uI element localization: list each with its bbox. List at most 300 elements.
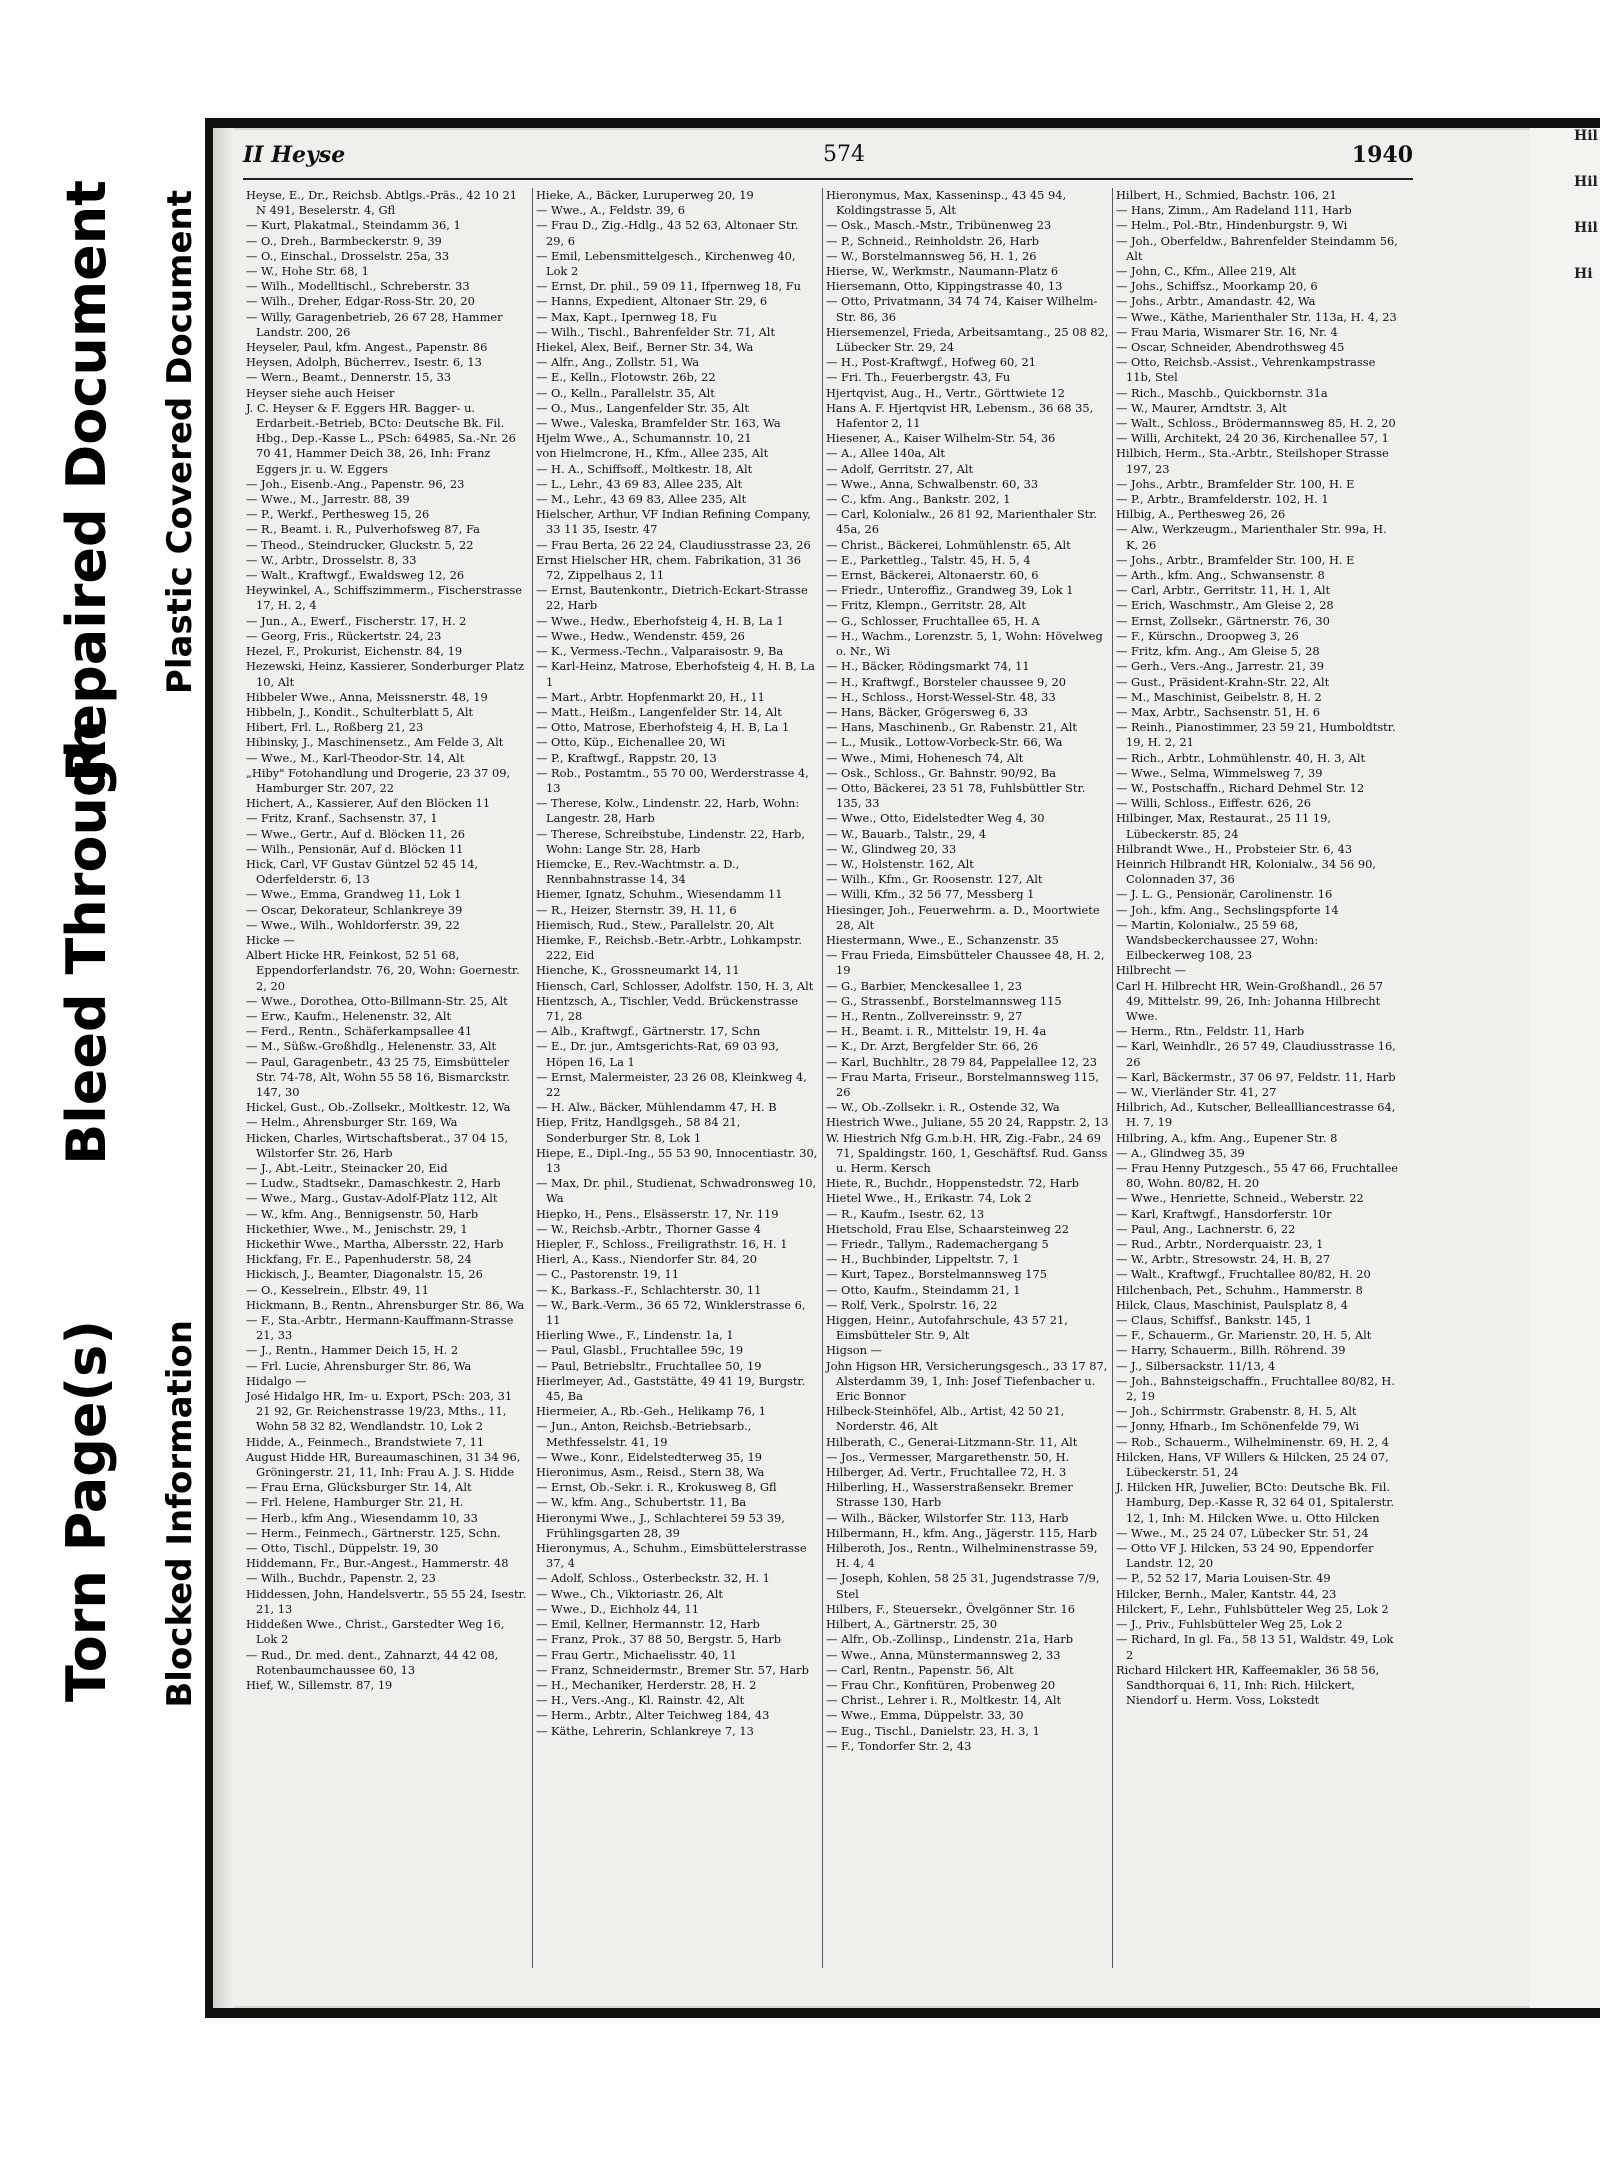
- directory-entry: — Joh., Oberfeldw., Bahrenfelder Steindamm 56, Alt: [1116, 233, 1398, 263]
- directory-entry: — Christ., Lehrer i. R., Moltkestr. 14, Alt: [826, 1693, 1062, 1708]
- directory-entry: — W., Arbtr., Stresowstr. 24, H. B, 27: [1116, 1252, 1331, 1267]
- column-2: [533, 188, 823, 1968]
- directory-entry: — John, C., Kfm., Allee 219, Alt: [1116, 264, 1296, 279]
- directory-entry: — Paul, Garagenbetr., 43 25 75, Eimsbütteler Str. 74-78, Alt, Wohn 55 58 16, Bismarckstr. 147, 30: [246, 1054, 511, 1099]
- directory-entry: Heinrich Hilbrandt HR, Kolonialw., 34 56 90, Colonnaden 37, 36: [1116, 856, 1376, 887]
- directory-entry: Heywinkel, A., Schiffszimmerm., Fischerstrasse 17, H. 2, 4: [246, 583, 523, 613]
- directory-entry: Hieke, A., Bäcker, Luruperweg 20, 19: [536, 188, 754, 202]
- directory-entry: — R., Kaufm., Isestr. 62, 13: [826, 1206, 985, 1221]
- directory-entry: — H., Wachm., Lorenzstr. 5, 1, Wohn: Hövelweg o. Nr., Wi: [826, 628, 1103, 659]
- directory-entry: Hiete, R., Buchdr., Hoppenstedstr. 72, Harb: [826, 1176, 1080, 1191]
- directory-entry: — W., Hohe Str. 68, 1: [246, 264, 369, 279]
- directory-entry: Hjelm Wwe., A., Schumannstr. 10, 21: [536, 431, 752, 446]
- directory-entry: — Rud., Dr. med. dent., Zahnarzt, 44 42 08, Rotenbaumchaussee 60, 13: [246, 1647, 499, 1677]
- directory-entry: Hickethir Wwe., Martha, Albersstr. 22, Harb: [246, 1237, 504, 1252]
- directory-entry: — Matt., Heißm., Langenfelder Str. 14, Alt: [536, 704, 782, 719]
- directory-entry: — Wwe., Emma, Düppelstr. 33, 30: [826, 1708, 1024, 1723]
- directory-entry: — J., Abt.-Leitr., Steinacker 20, Eid: [246, 1161, 448, 1175]
- directory-entry: — Jos., Vermesser, Margarethenstr. 50, H.: [826, 1449, 1070, 1464]
- directory-entry: — Paul, Betriebsltr., Fruchtallee 50, 19: [536, 1358, 762, 1373]
- directory-entry: — Theod., Steindrucker, Gluckstr. 5, 22: [246, 537, 474, 552]
- directory-entry: Hiemke, F., Reichsb.-Betr.-Arbtr., Lohkampstr. 222, Eid: [536, 932, 803, 963]
- directory-entry: Higson —: [826, 1343, 882, 1358]
- directory-entry: August Hidde HR, Bureaumaschinen, 31 34 96, Gröningerstr. 21, 11, Inh: Frau A. J. S. Hidde: [246, 1449, 521, 1480]
- directory-entry: — Wwe., D., Eichholz 44, 11: [536, 1601, 700, 1616]
- directory-entry: — P., Werkf., Perthesweg 15, 26: [246, 507, 430, 522]
- directory-entry: Hiersemann, Otto, Kippingstrasse 40, 13: [826, 279, 1063, 294]
- adjacent-page-fragment: Hil: [1574, 220, 1598, 236]
- directory-entry: — Otto, Bäckerei, 23 51 78, Fuhlsbüttler Str. 135, 33: [826, 780, 1086, 811]
- directory-entry: — J., Silbersackstr. 11/13, 4: [1116, 1358, 1276, 1373]
- directory-entry: — Wwe., Anna, Münstermannsweg 2, 33: [826, 1647, 1061, 1662]
- column-1: [243, 188, 533, 1968]
- directory-entry: Hickel, Gust., Ob.-Zollsekr., Moltkestr. 12, Wa: [246, 1100, 511, 1115]
- directory-entry: Hilbinger, Max, Restaurat., 25 11 19, Lübeckerstr. 85, 24: [1116, 811, 1331, 841]
- directory-entry: Hilchenbach, Pet., Schuhm., Hammerstr. 8: [1116, 1282, 1363, 1297]
- adjacent-page-fragment: Hil: [1574, 174, 1598, 190]
- header-rule: [243, 178, 1413, 180]
- directory-entry: — W., Ob.-Zollsekr. i. R., Ostende 32, Wa: [826, 1100, 1060, 1115]
- directory-entry: — A., Glindweg 35, 39: [1116, 1145, 1245, 1160]
- directory-entry: — Rob., Postamtm., 55 70 00, Werderstrasse 4, 13: [536, 765, 809, 795]
- directory-entry: Hiddessen, John, Handelsvertr., 55 55 24, Isestr. 21, 13: [246, 1586, 527, 1616]
- directory-entry: Albert Hicke HR, Feinkost, 52 51 68, Eppendorferlandstr. 76, 20, Wohn: Goernestr. 2, 20: [246, 948, 520, 993]
- directory-entry: — Max, Arbtr., Sachsenstr. 51, H. 6: [1116, 704, 1320, 719]
- directory-entry: — Friedr., Tallym., Rademachergang 5: [826, 1237, 1049, 1252]
- adjacent-page-strip: [1530, 128, 1600, 2008]
- directory-entry: Hierling Wwe., F., Lindenstr. 1a, 1: [536, 1328, 734, 1343]
- directory-entry: — G., Barbier, Menckesallee 1, 23: [826, 978, 1023, 993]
- directory-entry: Heysen, Adolph, Bücherrev., Isestr. 6, 13: [246, 355, 482, 370]
- directory-entry: Hickethier, Wwe., M., Jenischstr. 29, 1: [246, 1221, 468, 1236]
- directory-entry: — Wern., Beamt., Dennerstr. 15, 33: [246, 370, 452, 385]
- directory-entry: Hilbrandt Wwe., H., Probsteier Str. 6, 43: [1116, 841, 1353, 856]
- directory-entry: — Friedr., Unteroffiz., Grandweg 39, Lok 1: [826, 583, 1074, 598]
- directory-entry: John Higson HR, Versicherungsgesch., 33 17 87, Alsterdamm 39, 1, Inh: Josef Tiefenbacher u. Eric Bonnor: [826, 1358, 1108, 1404]
- directory-columns: [243, 188, 1413, 1968]
- directory-entry: — Otto, Matrose, Eberhofsteig 4, H. B, La 1: [536, 720, 790, 735]
- directory-entry: — Wwe., Ch., Viktoriastr. 26, Alt: [536, 1586, 723, 1601]
- directory-entry: — Wwe., A., Feldstr. 39, 6: [536, 203, 685, 218]
- directory-entry: — F., Tondorfer Str. 2, 43: [826, 1738, 972, 1753]
- directory-entry: — Joh., Bahnsteigschaffn., Fruchtallee 80/82, H. 2, 19: [1116, 1373, 1395, 1404]
- directory-entry: Hibbeler Wwe., Anna, Meissnerstr. 48, 19: [246, 689, 488, 704]
- directory-entry: Hilbert, A., Gärtnerstr. 25, 30: [826, 1617, 998, 1632]
- directory-entry: — Jun., Anton, Reichsb.-Betriebsarb., Methfesselstr. 41, 19: [536, 1419, 752, 1449]
- directory-entry: Ernst Hielscher HR, chem. Fabrikation, 31 36 72, Zippelhaus 2, 11: [536, 552, 801, 583]
- directory-entry: Hilberling, H., Wasserstraßensekr. Bremer Strasse 130, Harb: [826, 1480, 1073, 1510]
- directory-entry: — R., Heizer, Sternstr. 39, H. 11, 6: [536, 902, 737, 917]
- directory-entry: Hilberger, Ad. Vertr., Fruchtallee 72, H. 3: [826, 1465, 1067, 1480]
- directory-entry: — Wilh., Buchdr., Papenstr. 2, 23: [246, 1571, 436, 1586]
- directory-entry: Hilbert, H., Schmied, Bachstr. 106, 21: [1116, 188, 1337, 202]
- directory-entry: — Jun., A., Ewerf., Fischerstr. 17, H. 2: [246, 613, 467, 628]
- directory-entry: Hickmann, B., Rentn., Ahrensburger Str. 86, Wa: [246, 1297, 525, 1312]
- directory-entry: — Karl, Weinhdlr., 26 57 49, Claudiusstrasse 16, 26: [1116, 1039, 1396, 1069]
- directory-entry: Hientzsch, A., Tischler, Vedd. Brückenstrasse 71, 28: [536, 993, 799, 1023]
- directory-entry: — Wwe., Selma, Wimmelsweg 7, 39: [1116, 765, 1323, 780]
- directory-entry: — Reinh., Pianostimmer, 23 59 21, Humboldtstr. 19, H. 2, 21: [1116, 720, 1396, 750]
- directory-entry: — H., Bäcker, Rödingsmarkt 74, 11: [826, 659, 1030, 674]
- directory-entry: — Willi, Kfm., 32 56 77, Messberg 1: [826, 887, 1035, 902]
- directory-entry: — Willi, Architekt, 24 20 36, Kirchenallee 57, 1: [1116, 431, 1389, 446]
- adjacent-page-fragment: Hil: [1574, 128, 1598, 144]
- directory-entry: — H. Alw., Bäcker, Mühlendamm 47, H. B: [536, 1100, 777, 1115]
- directory-entry: — Adolf, Gerritstr. 27, Alt: [826, 461, 974, 476]
- directory-entry: W. Hiestrich Nfg G.m.b.H. HR, Zig.-Fabr., 24 69 71, Spaldingstr. 160, 1, Geschäftsf. Rud. Ganss u. Herm. Kersch: [826, 1130, 1108, 1175]
- directory-entry: — Wwe., M., Jarrestr. 88, 39: [246, 492, 410, 507]
- directory-entry: José Hidalgo HR, Im- u. Export, PSch: 203, 31 21 92, Gr. Reichenstrasse 19/23, Mths., 11, Wohn 58 32 82, Wendlandstr. 10, Lok 2: [246, 1389, 513, 1434]
- page-header: [243, 138, 1413, 178]
- directory-entry: — Helm., Pol.-Btr., Hindenburgstr. 9, Wi: [1116, 218, 1348, 233]
- directory-entry: — Hans, Zimm., Am Radeland 111, Harb: [1116, 203, 1352, 218]
- directory-entry: — Christ., Bäckerei, Lohmühlenstr. 65, Alt: [826, 537, 1071, 552]
- directory-entry: Hans A. F. Hjertqvist HR, Lebensm., 36 68 35, Hafentor 2, 11: [826, 400, 1094, 431]
- directory-entry: — W., Glindweg 20, 33: [826, 841, 957, 856]
- directory-entry: — O., Einschal., Drosselstr. 25a, 33: [246, 248, 450, 263]
- directory-entry: — Rud., Arbtr., Norderquaistr. 23, 1: [1116, 1237, 1324, 1252]
- directory-entry: — Wilh., Tischl., Bahrenfelder Str. 71, Alt: [536, 324, 776, 339]
- directory-entry: — H., Kraftwgf., Borsteler chaussee 9, 20: [826, 674, 1066, 689]
- directory-entry: — Frau Berta, 26 22 24, Claudiusstrasse 23, 26: [536, 537, 811, 552]
- directory-entry: — Emil, Kellner, Hermannstr. 12, Harb: [536, 1617, 760, 1632]
- directory-entry: — Wwe., Hedw., Wendenstr. 459, 26: [536, 628, 745, 643]
- directory-entry: — W., Bark.-Verm., 36 65 72, Winklerstrasse 6, 11: [536, 1297, 806, 1328]
- year: 1940: [1351, 142, 1413, 168]
- directory-entry: — Richard, In gl. Fa., 58 13 51, Waldstr. 49, Lok 2: [1116, 1632, 1394, 1662]
- label-plastic-covered: Plastic Covered Document: [160, 190, 200, 695]
- directory-entry: Hicke —: [246, 932, 295, 947]
- directory-entry: — Carl, Rentn., Papenstr. 56, Alt: [826, 1662, 1014, 1677]
- directory-entry: — Wwe., Otto, Eidelstedter Weg 4, 30: [826, 811, 1045, 826]
- directory-entry: — Wilh., Dreher, Edgar-Ross-Str. 20, 20: [246, 294, 475, 309]
- directory-entry: von Hielmcrone, H., Kfm., Allee 235, Alt: [536, 446, 769, 461]
- directory-page: [213, 128, 1533, 2008]
- directory-entry: — O., Mus., Langenfelder Str. 35, Alt: [536, 400, 750, 415]
- directory-entry: — Wwe., Konr., Eidelstedterweg 35, 19: [536, 1449, 763, 1464]
- page-number: 574: [823, 142, 865, 167]
- directory-entry: — Ferd., Rentn., Schäferkampsallee 41: [246, 1024, 473, 1039]
- directory-entry: Hick, Carl, VF Gustav Güntzel 52 45 14, Oderfelderstr. 6, 13: [246, 856, 479, 887]
- directory-entry: Hezewski, Heinz, Kassierer, Sonderburger Platz 10, Alt: [246, 659, 525, 689]
- directory-entry: — Franz, Schneidermstr., Bremer Str. 57, Harb: [536, 1662, 809, 1677]
- directory-entry: — Wilh., Kfm., Gr. Roosenstr. 127, Alt: [826, 872, 1043, 887]
- directory-entry: — W., Arbtr., Drosselstr. 8, 33: [246, 552, 417, 567]
- directory-entry: — Wwe., Gertr., Auf d. Blöcken 11, 26: [246, 826, 466, 841]
- directory-entry: Carl H. Hilbrecht HR, Wein-Großhandl., 26 57 49, Mittelstr. 99, 26, Inh: Johanna Hilbrecht Wwe.: [1116, 978, 1383, 1023]
- directory-entry: — Willy, Garagenbetrieb, 26 67 28, Hammer Landstr. 200, 26: [246, 309, 503, 339]
- directory-entry: — Herm., Feinmech., Gärtnerstr. 125, Schn.: [246, 1525, 501, 1540]
- directory-entry: Richard Hilckert HR, Kaffeemakler, 36 58 56, Sandthorquai 6, 11, Inh: Rich. Hilckert, Niendorf u. Herm. Voss, Lokstedt: [1116, 1662, 1380, 1708]
- directory-entry: — P., Arbtr., Bramfelderstr. 102, H. 1: [1116, 492, 1329, 507]
- directory-entry: — Jonny, Hfnarb., Im Schönenfelde 79, Wi: [1116, 1419, 1359, 1434]
- directory-entry: — Wilh., Pensionär, Auf d. Blöcken 11: [246, 841, 464, 856]
- directory-entry: Hilckert, F., Lehr., Fuhlsbütteler Weg 25, Lok 2: [1116, 1601, 1389, 1616]
- directory-entry: — Carl, Kolonialw., 26 81 92, Marienthaler Str. 45a, 26: [826, 507, 1098, 537]
- directory-entry: — Wwe., Dorothea, Otto-Billmann-Str. 25, Alt: [246, 993, 508, 1008]
- directory-entry: Heyseler, Paul, kfm. Angest., Papenstr. 86: [246, 340, 488, 355]
- directory-entry: — Ernst, Dr. phil., 59 09 11, Ifpernweg 18, Fu: [536, 279, 801, 294]
- directory-entry: — Harry, Schauerm., Billh. Röhrend. 39: [1116, 1343, 1346, 1358]
- directory-entry: Hiepe, E., Dipl.-Ing., 55 53 90, Innocentiastr. 30, 13: [536, 1145, 818, 1175]
- directory-entry: Hjertqvist, Aug., H., Vertr., Görttwiete 12: [826, 385, 1065, 400]
- directory-entry: — F., Sta.-Arbtr., Hermann-Kauffmann-Strasse 21, 33: [246, 1313, 514, 1343]
- directory-entry: — Wilh., Modelltischl., Schreberstr. 33: [246, 279, 470, 294]
- directory-entry: — W., Borstelmannsweg 56, H. 1, 26: [826, 248, 1037, 263]
- directory-entry: — W., kfm. Ang., Bennigsenstr. 50, Harb: [246, 1206, 479, 1221]
- directory-entry: — Rolf, Verk., Spolrstr. 16, 22: [826, 1297, 998, 1312]
- directory-entry: — W., Postschaffn., Richard Dehmel Str. 12: [1116, 780, 1365, 795]
- directory-entry: — O., Kelln., Parallelstr. 35, Alt: [536, 385, 715, 400]
- directory-entry: Hilcken, Hans, VF Willers & Hilcken, 25 24 07, Lübeckerstr. 51, 24: [1116, 1449, 1389, 1480]
- directory-entry: — Wwe., M., 25 24 07, Lübecker Str. 51, 24: [1116, 1525, 1369, 1540]
- directory-entry: — Otto, Reichsb.-Assist., Vehrenkampstrasse 11b, Stel: [1116, 355, 1376, 385]
- directory-entry: Hietel Wwe., H., Erikastr. 74, Lok 2: [826, 1191, 1032, 1206]
- running-head: II Heyse: [243, 142, 346, 168]
- directory-entry: — Alw., Werkzeugm., Marienthaler Str. 99a, H. K, 26: [1116, 522, 1387, 552]
- directory-entry: — Ernst, Malermeister, 23 26 08, Kleinkweg 4, 22: [536, 1069, 807, 1099]
- directory-entry: — Käthe, Lehrerin, Schlankreye 7, 13: [536, 1723, 754, 1738]
- directory-entry: — H., Schloss., Horst-Wessel-Str. 48, 33: [826, 689, 1056, 704]
- directory-entry: — Georg, Fris., Rückertstr. 24, 23: [246, 628, 442, 643]
- directory-entry: Hibbeln, J., Kondit., Schulterblatt 5, Alt: [246, 704, 474, 719]
- directory-entry: — Walt., Schloss., Brödermannsweg 85, H. 2, 20: [1116, 416, 1396, 431]
- directory-entry: Hicken, Charles, Wirtschaftsberat., 37 04 15, Wilstorfer Str. 26, Harb: [246, 1130, 509, 1160]
- directory-entry: — Walt., Kraftwgf., Fruchtallee 80/82, H. 20: [1116, 1267, 1371, 1282]
- directory-entry: — C., kfm. Ang., Bankstr. 202, 1: [826, 492, 1011, 507]
- directory-entry: Hilbring, A., kfm. Ang., Eupener Str. 8: [1116, 1130, 1338, 1145]
- directory-entry: — Willi, Schloss., Eiffestr. 626, 26: [1116, 796, 1312, 811]
- directory-entry: — P., Schneid., Reinholdstr. 26, Harb: [826, 233, 1040, 248]
- directory-entry: Hidalgo —: [246, 1373, 307, 1388]
- directory-entry: Hichert, A., Kassierer, Auf den Blöcken 11: [246, 796, 491, 811]
- directory-entry: — K., Dr. Arzt, Bergfelder Str. 66, 26: [826, 1039, 1039, 1054]
- directory-entry: — Carl, Arbtr., Gerritstr. 11, H. 1, Alt: [1116, 583, 1331, 598]
- directory-entry: — K., Vermess.-Techn., Valparaisostr. 9, Ba: [536, 644, 784, 659]
- directory-entry: — Osk., Masch.-Mstr., Tribünenweg 23: [826, 218, 1052, 233]
- directory-entry: Hienche, K., Grossneumarkt 14, 11: [536, 963, 740, 978]
- directory-entry: — Gust., Präsident-Krahn-Str. 22, Alt: [1116, 674, 1330, 689]
- directory-entry: — Johs., Arbtr., Bramfelder Str. 100, H. E: [1116, 552, 1355, 567]
- directory-entry: — Wwe., Hedw., Eberhofsteig 4, H. B, La 1: [536, 613, 784, 628]
- directory-entry: — H., Rentn., Zollvereinsstr. 9, 27: [826, 1008, 1023, 1023]
- label-torn-pages: Torn Page(s): [55, 1320, 118, 1702]
- directory-entry: Hilck, Claus, Maschinist, Paulsplatz 8, 4: [1116, 1297, 1349, 1312]
- directory-entry: — Wwe., Emma, Grandweg 11, Lok 1: [246, 887, 462, 902]
- directory-entry: — H., Vers.-Ang., Kl. Rainstr. 42, Alt: [536, 1693, 745, 1708]
- directory-entry: Hidde, A., Feinmech., Brandstwiete 7, 11: [246, 1434, 485, 1449]
- directory-entry: Hilbeck-Steinhöfel, Alb., Artist, 42 50 21, Norderstr. 46, Alt: [826, 1404, 1065, 1434]
- directory-entry: Hickfang, Fr. E., Papenhuderstr. 58, 24: [246, 1252, 472, 1267]
- directory-entry: — Franz, Prok., 37 88 50, Bergstr. 5, Harb: [536, 1632, 782, 1647]
- directory-entry: Hibert, Frl. L., Roßberg 21, 23: [246, 720, 424, 735]
- directory-entry: Higgen, Heinr., Autofahrschule, 43 57 21, Eimsbütteler Str. 9, Alt: [826, 1313, 1068, 1343]
- directory-entry: — Herm., Rtn., Feldstr. 11, Harb: [1116, 1024, 1305, 1039]
- directory-entry: — Rob., Schauerm., Wilhelminenstr. 69, H. 2, 4: [1116, 1434, 1389, 1449]
- directory-entry: — Wwe., Anna, Schwalbenstr. 60, 33: [826, 476, 1039, 491]
- directory-entry: — Paul, Ang., Lachnerstr. 6, 22: [1116, 1221, 1296, 1236]
- directory-entry: Hiensch, Carl, Schlosser, Adolfstr. 150, H. 3, Alt: [536, 978, 814, 993]
- directory-entry: — Otto, Tischl., Düppelstr. 19, 30: [246, 1541, 439, 1556]
- directory-entry: — Hans, Maschinenb., Gr. Rabenstr. 21, Alt: [826, 720, 1077, 735]
- directory-entry: — Herm., Arbtr., Alter Teichweg 184, 43: [536, 1708, 770, 1723]
- directory-entry: — W., Maurer, Arndtstr. 3, Alt: [1116, 400, 1287, 415]
- directory-entry: — Fritz, Klempn., Gerritstr. 28, Alt: [826, 598, 1026, 613]
- directory-entry: Hilberath, C., Generai-Litzmann-Str. 11, Alt: [826, 1434, 1078, 1449]
- directory-entry: Hilberoth, Jos., Rentn., Wilhelminenstrasse 59, H. 4, 4: [826, 1541, 1098, 1571]
- directory-entry: — Otto, Küp., Eichenallee 20, Wi: [536, 735, 726, 750]
- directory-entry: Hiepler, F., Schloss., Freiligrathstr. 16, H. 1: [536, 1237, 788, 1252]
- directory-entry: — Osk., Schloss., Gr. Bahnstr. 90/92, Ba: [826, 765, 1056, 780]
- directory-entry: — Helm., Ahrensburger Str. 169, Wa: [246, 1115, 458, 1130]
- directory-entry: Hiermeier, A., Rb.-Geh., Helikamp 76, 1: [536, 1404, 766, 1419]
- directory-entry: Hielscher, Arthur, VF Indian Refining Company, 33 11 35, Isestr. 47: [536, 507, 811, 537]
- directory-entry: — Wwe., Käthe, Marienthaler Str. 113a, H. 4, 23: [1116, 309, 1397, 324]
- directory-entry: — G., Strassenbf., Borstelmannsweg 115: [826, 993, 1062, 1008]
- directory-entry: — W., kfm. Ang., Schubertstr. 11, Ba: [536, 1495, 747, 1510]
- directory-entry: Hiep, Fritz, Handlgsgeh., 58 84 21, Sonderburger Str. 8, Lok 1: [536, 1115, 741, 1145]
- directory-entry: — Max, Kapt., Ipernweg 18, Fu: [536, 309, 717, 324]
- directory-entry: — Hanns, Expedient, Altonaer Str. 29, 6: [536, 294, 768, 309]
- directory-entry: — Frau Henny Putzgesch., 55 47 66, Fruchtallee 80, Wohn. 80/82, H. 20: [1116, 1161, 1399, 1191]
- directory-entry: Hilcker, Bernh., Maler, Kantstr. 44, 23: [1116, 1586, 1337, 1601]
- directory-entry: Hilbig, A., Perthesweg 26, 26: [1116, 507, 1286, 522]
- label-repaired-document: Repaired Document: [55, 180, 118, 783]
- page-binding-shadow: [213, 128, 233, 2008]
- label-bleed-through: Bleed Through: [55, 720, 118, 1165]
- directory-entry: Hiemisch, Rud., Stew., Parallelstr. 20, Alt: [536, 917, 774, 932]
- directory-entry: — O., Dreh., Barmbeckerstr. 9, 39: [246, 233, 442, 248]
- directory-entry: — H., Post-Kraftwgf., Hofweg 60, 21: [826, 355, 1037, 370]
- directory-entry: — H. A., Schiffsoff., Moltkestr. 18, Alt: [536, 461, 753, 476]
- directory-entry: — J., Priv., Fuhlsbütteler Weg 25, Lok 2: [1116, 1617, 1343, 1632]
- directory-entry: — Claus, Schiffsf., Bankstr. 145, 1: [1116, 1313, 1312, 1328]
- directory-entry: — E., Dr. jur., Amtsgerichts-Rat, 69 03 93, Höpen 16, La 1: [536, 1039, 780, 1069]
- directory-entry: Hietschold, Frau Else, Schaarsteinweg 22: [826, 1221, 1069, 1236]
- directory-entry: — H., Buchbinder, Lippeltstr. 7, 1: [826, 1252, 1020, 1267]
- directory-entry: — Karl-Heinz, Matrose, Eberhofsteig 4, H. B, La 1: [536, 659, 815, 689]
- directory-entry: — R., Beamt. i. R., Pulverhofsweg 87, Fa: [246, 522, 480, 537]
- directory-entry: — Alb., Kraftwgf., Gärtnerstr. 17, Schn: [536, 1024, 761, 1039]
- directory-entry: — Wwe., Valeska, Bramfelder Str. 163, Wa: [536, 416, 781, 431]
- directory-entry: — Alfr., Ang., Zollstr. 51, Wa: [536, 355, 700, 370]
- directory-entry: Hiddemann, Fr., Bur.-Angest., Hammerstr. 48: [246, 1556, 509, 1571]
- directory-entry: Hickisch, J., Beamter, Diagonalstr. 15, 26: [246, 1267, 483, 1282]
- directory-entry: — Kurt, Plakatmal., Steindamm 36, 1: [246, 218, 461, 233]
- directory-entry: — J. L. G., Pensionär, Carolinenstr. 16: [1116, 887, 1333, 902]
- directory-entry: Hieronymus, A., Schuhm., Eimsbüttelerstrasse 37, 4: [536, 1541, 807, 1571]
- directory-entry: — W., Holstenstr. 162, Alt: [826, 856, 974, 871]
- directory-entry: — Martin, Kolonialw., 25 59 68, Wandsbeckerchaussee 27, Wohn: Eilbeckerweg 108, 23: [1116, 917, 1319, 963]
- directory-entry: Hilbich, Herm., Sta.-Arbtr., Steilshoper Strasse 197, 23: [1116, 446, 1389, 476]
- directory-entry: — E., Kelln., Flotowstr. 26b, 22: [536, 370, 716, 385]
- directory-entry: Hibinsky, J., Maschinensetz., Am Felde 3, Alt: [246, 735, 504, 750]
- directory-entry: — Fri. Th., Feuerbergstr. 43, Fu: [826, 370, 1011, 385]
- directory-entry: Hief, W., Sillemstr. 87, 19: [246, 1677, 393, 1692]
- directory-entry: Hiersemenzel, Frieda, Arbeitsamtang., 25 08 82, Lübecker Str. 29, 24: [826, 324, 1109, 355]
- column-4: [1113, 188, 1403, 1968]
- directory-entry: — Erich, Waschmstr., Am Gleise 2, 28: [1116, 598, 1334, 613]
- directory-entry: Hiestermann, Wwe., E., Schanzenstr. 35: [826, 932, 1059, 947]
- directory-entry: — Ludw., Stadtsekr., Damaschkestr. 2, Harb: [246, 1176, 501, 1191]
- directory-entry: — G., Schlosser, Fruchtallee 65, H. A: [826, 613, 1040, 628]
- directory-entry: — Oscar, Dekorateur, Schlankreye 39: [246, 902, 463, 917]
- directory-entry: — Johs., Arbtr., Amandastr. 42, Wa: [1116, 294, 1316, 309]
- directory-entry: — Eug., Tischl., Danielstr. 23, H. 3, 1: [826, 1723, 1040, 1738]
- directory-entry: — Karl, Kraftwgf., Hansdorferstr. 10r: [1116, 1206, 1332, 1221]
- directory-entry: — Wwe., Mimi, Hohenesch 74, Alt: [826, 750, 1024, 765]
- directory-entry: Hilbrecht —: [1116, 963, 1187, 978]
- directory-entry: Hilbers, F., Steuersekr., Övelgönner Str. 16: [826, 1601, 1076, 1616]
- directory-entry: — Frau D., Zig.-Hdlg., 43 52 63, Altonaer Str. 29, 6: [536, 218, 799, 248]
- directory-entry: — Gerh., Vers.-Ang., Jarrestr. 21, 39: [1116, 659, 1324, 674]
- directory-entry: — J., Rentn., Hammer Deich 15, H. 2: [246, 1343, 459, 1358]
- directory-entry: — F., Schauerm., Gr. Marienstr. 20, H. 5, Alt: [1116, 1328, 1372, 1343]
- directory-entry: — E., Parkettleg., Talstr. 45, H. 5, 4: [826, 552, 1031, 567]
- directory-entry: — Therese, Kolw., Lindenstr. 22, Harb, Wohn: Langestr. 28, Harb: [536, 796, 800, 826]
- directory-entry: — Wwe., M., Karl-Theodor-Str. 14, Alt: [246, 750, 465, 765]
- directory-entry: Hiepko, H., Pens., Elsässerstr. 17, Nr. 119: [536, 1206, 779, 1221]
- directory-entry: — Wwe., Marg., Gustav-Adolf-Platz 112, Alt: [246, 1191, 498, 1206]
- directory-entry: — Frl. Helene, Hamburger Str. 21, H.: [246, 1495, 464, 1510]
- directory-entry: — O., Kesselrein., Elbstr. 49, 11: [246, 1282, 429, 1297]
- directory-entry: — Wilh., Bäcker, Wilstorfer Str. 113, Harb: [826, 1510, 1069, 1525]
- directory-entry: — Frau Marta, Friseur., Borstelmannsweg 115, 26: [826, 1069, 1099, 1099]
- directory-entry: — Johs., Schiffsz., Moorkamp 20, 6: [1116, 279, 1318, 294]
- directory-entry: — Otto VF J. Hilcken, 53 24 90, Eppendorfer Landstr. 12, 20: [1116, 1541, 1374, 1571]
- directory-entry: — Frau Erna, Glücksburger Str. 14, Alt: [246, 1480, 472, 1495]
- directory-entry: Hiesener, A., Kaiser Wilhelm-Str. 54, 36: [826, 431, 1056, 446]
- directory-entry: — Hans, Bäcker, Grögersweg 6, 33: [826, 704, 1028, 719]
- directory-entry: — H., Beamt. i. R., Mittelstr. 19, H. 4a: [826, 1024, 1047, 1039]
- directory-entry: — Therese, Schreibstube, Lindenstr. 22, Harb, Wohn: Lange Str. 28, Harb: [536, 826, 805, 856]
- directory-entry: Hiemer, Ignatz, Schuhm., Wiesendamm 11: [536, 887, 783, 902]
- directory-entry: — Johs., Arbtr., Bramfelder Str. 100, H. E: [1116, 476, 1355, 491]
- directory-entry: — W., Bauarb., Talstr., 29, 4: [826, 826, 987, 841]
- directory-entry: — Emil, Lebensmittelgesch., Kirchenweg 40, Lok 2: [536, 248, 796, 279]
- directory-entry: — Joh., kfm. Ang., Sechslingspforte 14: [1116, 902, 1339, 917]
- directory-entry: — Alfr., Ob.-Zollinsp., Lindenstr. 21a, Harb: [826, 1632, 1074, 1647]
- directory-entry: Hieronimus, Asm., Reisd., Stern 38, Wa: [536, 1465, 765, 1480]
- directory-entry: — Otto, Kaufm., Steindamm 21, 1: [826, 1282, 1021, 1297]
- directory-entry: — Kurt, Tapez., Borstelmannsweg 175: [826, 1267, 1048, 1282]
- directory-entry: Hezel, F., Prokurist, Eichenstr. 84, 19: [246, 644, 463, 659]
- directory-entry: Hierlmeyer, Ad., Gaststätte, 49 41 19, Burgstr. 45, Ba: [536, 1373, 806, 1404]
- adjacent-page-fragment: Hi: [1574, 266, 1593, 282]
- directory-entry: — C., Pastorenstr. 19, 11: [536, 1267, 680, 1282]
- directory-entry: — A., Allee 140a, Alt: [826, 446, 945, 461]
- directory-entry: Heyse, E., Dr., Reichsb. Abtlgs.-Präs., 42 10 21 N 491, Beselerstr. 4, Gfl: [246, 188, 518, 218]
- directory-entry: Hiemcke, E., Rev.-Wachtmstr. a. D., Rennbahnstrasse 14, 34: [536, 856, 740, 887]
- directory-entry: — W., Reichsb.-Arbtr., Thorner Gasse 4: [536, 1221, 762, 1236]
- directory-entry: — Karl, Bäckermstr., 37 06 97, Feldstr. 11, Harb: [1116, 1069, 1396, 1084]
- directory-entry: — Fritz, Kranf., Sachsenstr. 37, 1: [246, 811, 438, 826]
- directory-entry: Hiekel, Alex, Beif., Berner Str. 34, Wa: [536, 340, 754, 355]
- directory-entry: — Ernst, Bäckerei, Altonaerstr. 60, 6: [826, 568, 1039, 583]
- directory-entry: — Joh., Eisenb.-Ang., Papenstr. 96, 23: [246, 476, 465, 491]
- directory-entry: Hilbrich, Ad., Kutscher, Belleallliancestrasse 64, H. 7, 19: [1116, 1100, 1396, 1130]
- directory-entry: Hiddeßen Wwe., Christ., Garstedter Weg 16, Lok 2: [246, 1617, 505, 1647]
- directory-entry: — W., Vierländer Str. 41, 27: [1116, 1084, 1277, 1099]
- directory-entry: Hierl, A., Kass., Niendorfer Str. 84, 20: [536, 1252, 757, 1267]
- directory-entry: — M., Süßw.-Großhdlg., Helenenstr. 33, Alt: [246, 1039, 497, 1054]
- directory-entry: J. Hilcken HR, Juwelier, BCto: Deutsche Bk. Fil. Hamburg, Dep.-Kasse R, 32 64 01, Spitalerstr. 12, 1, Inh: M. Hilcken Wwe. u. Otto Hilcken: [1116, 1480, 1395, 1525]
- directory-entry: — L., Musik., Lottow-Vorbeck-Str. 66, Wa: [826, 735, 1063, 750]
- directory-entry: — L., Lehr., 43 69 83, Allee 235, Alt: [536, 476, 743, 491]
- directory-entry: — Otto, Privatmann, 34 74 74, Kaiser Wilhelm-Str. 86, 36: [826, 294, 1098, 324]
- directory-entry: — Frau Maria, Wismarer Str. 16, Nr. 4: [1116, 324, 1338, 339]
- directory-entry: Hieronymus, Max, Kasseninsp., 43 45 94, Koldingstrasse 5, Alt: [826, 188, 1067, 218]
